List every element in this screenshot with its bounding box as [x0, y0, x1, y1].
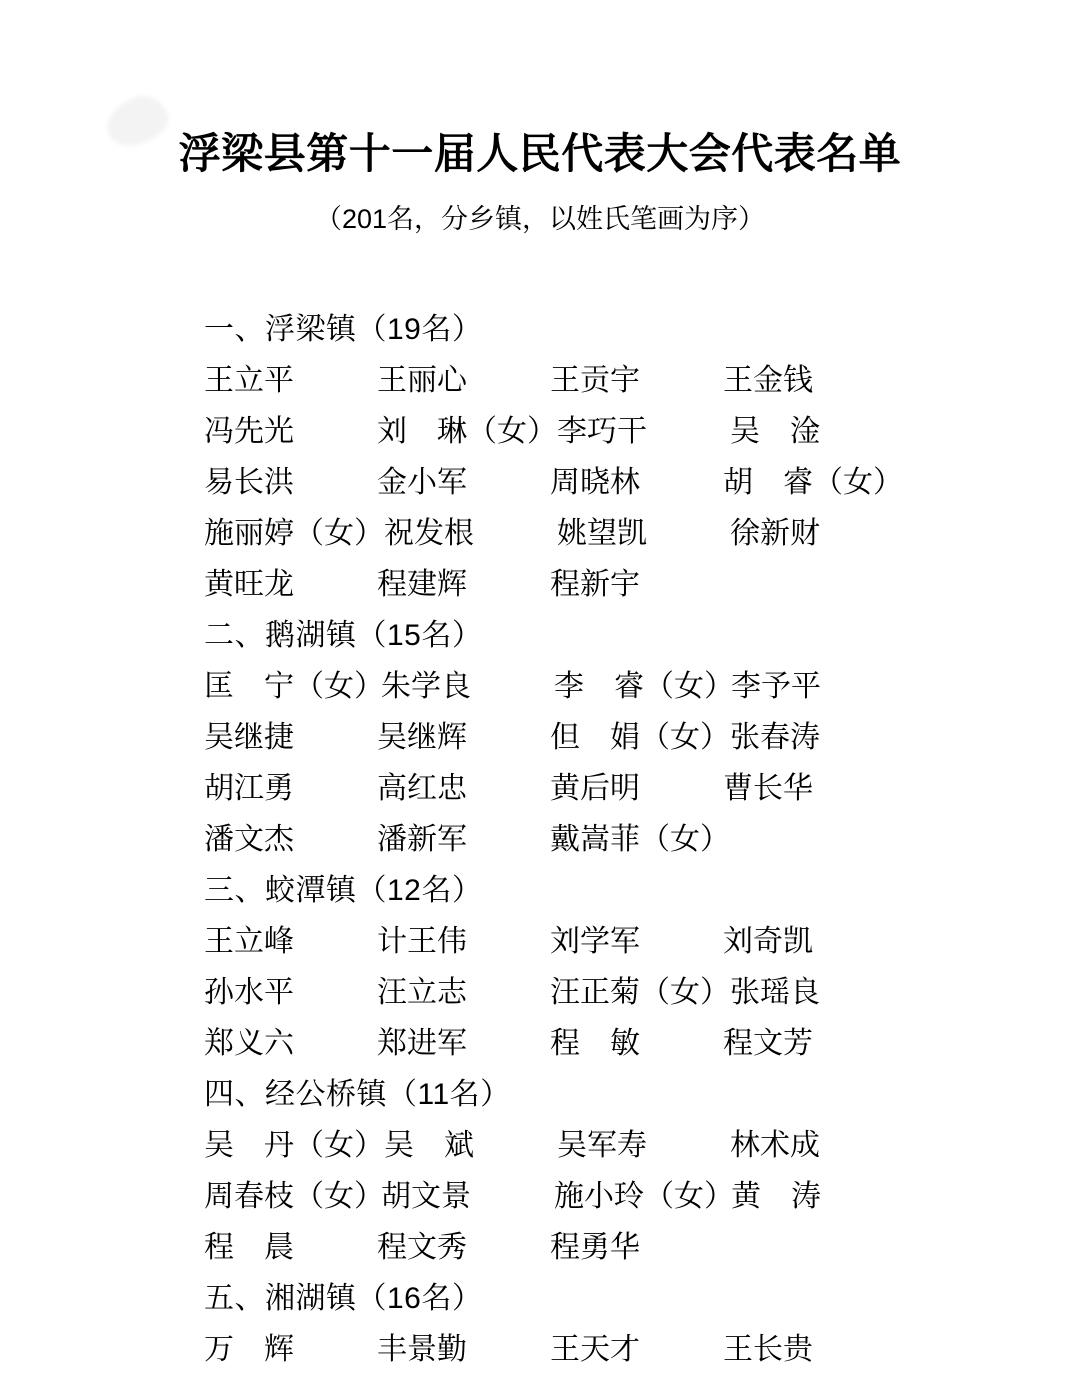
name-row: [204, 355, 904, 406]
representative-name: 吴继辉: [377, 721, 467, 754]
representative-name: 李予平: [731, 670, 821, 703]
representative-name: 程建辉: [377, 568, 467, 601]
representative-name: 胡江勇: [204, 772, 294, 805]
representative-name: 郑进军: [377, 1027, 467, 1060]
representative-name: 王立平: [204, 364, 294, 397]
representative-name: 匡 宁（女）: [204, 670, 384, 703]
name-row: [204, 1324, 904, 1375]
representative-name: 吴军寿: [557, 1129, 647, 1162]
representative-name: 黄 涛: [731, 1180, 821, 1213]
representative-name: 曹长华: [723, 772, 813, 805]
name-row: [204, 916, 904, 967]
representative-name: 潘新军: [377, 823, 467, 856]
name-row: [204, 1120, 904, 1171]
representative-name: 胡 睿（女）: [723, 466, 903, 499]
name-row: [204, 559, 904, 610]
representative-name: 黄后明: [550, 772, 640, 805]
representative-name: 吴 淦: [730, 415, 820, 448]
representative-name: 但 娟（女）: [550, 721, 730, 754]
representative-name: 祝发根: [384, 517, 474, 550]
representative-name: 程文芳: [723, 1027, 813, 1060]
representative-name: 张瑶良: [730, 976, 820, 1009]
section-heading: 三、蛟潭镇（12名）: [204, 874, 483, 907]
representative-name: 汪立志: [377, 976, 467, 1009]
representative-name: 吴 丹（女）: [204, 1129, 384, 1162]
representative-name: 吴继捷: [204, 721, 294, 754]
name-row: [204, 712, 904, 763]
name-row: [204, 814, 904, 865]
representative-name: 张春涛: [730, 721, 820, 754]
section-heading: 一、浮梁镇（19名）: [204, 313, 483, 346]
representative-name: 程新宇: [550, 568, 640, 601]
representative-name: 丰景勤: [377, 1333, 467, 1366]
page-subtitle: （201名，分乡镇，以姓氏笔画为序）: [314, 204, 766, 234]
representative-name: 徐新财: [730, 517, 820, 550]
representative-name: 程 晨: [204, 1231, 294, 1264]
representative-name: 刘 琳（女）: [377, 415, 557, 448]
representative-name: 姚望凯: [557, 517, 647, 550]
representative-name: 胡文景: [381, 1180, 471, 1213]
name-row: [204, 967, 904, 1018]
representative-name: 程文秀: [377, 1231, 467, 1264]
section-heading: 四、经公桥镇（11名）: [204, 1078, 511, 1111]
representative-name: 金小军: [377, 466, 467, 499]
representative-name: 周春枝（女）: [204, 1180, 384, 1213]
representative-name: 林术成: [730, 1129, 820, 1162]
representative-name: 刘学军: [550, 925, 640, 958]
name-row: [204, 661, 904, 712]
representative-name: 郑义六: [204, 1027, 294, 1060]
name-row: [204, 763, 904, 814]
representative-name: 王贡宇: [550, 364, 640, 397]
representative-name: 潘文杰: [204, 823, 294, 856]
name-row: [204, 1222, 904, 1273]
representative-name: 刘奇凯: [723, 925, 813, 958]
representative-name: 汪正菊（女）: [550, 976, 730, 1009]
representative-name: 施小玲（女）: [554, 1180, 734, 1213]
representative-name: 王天才: [550, 1333, 640, 1366]
representative-name: 李巧干: [557, 415, 647, 448]
representative-name: 戴嵩菲（女）: [550, 823, 730, 856]
representative-name: 施丽婷（女）: [204, 517, 384, 550]
section-heading: 五、湘湖镇（16名）: [204, 1282, 483, 1315]
representative-name: 王长贵: [723, 1333, 813, 1366]
representative-name: 程勇华: [550, 1231, 640, 1264]
representative-name: 吴 斌: [384, 1129, 474, 1162]
name-row: [204, 508, 904, 559]
name-row: [204, 457, 904, 508]
representative-name: 冯先光: [204, 415, 294, 448]
representative-name: 高红忠: [377, 772, 467, 805]
name-row: [204, 1171, 904, 1222]
representative-name: 王丽心: [377, 364, 467, 397]
representative-name: 孙水平: [204, 976, 294, 1009]
representative-name: 李 睿（女）: [554, 670, 734, 703]
representative-name: 计王伟: [377, 925, 467, 958]
representative-name: 周晓林: [550, 466, 640, 499]
representative-name: 黄旺龙: [204, 568, 294, 601]
representative-name: 王金钱: [723, 364, 813, 397]
representative-list: [204, 304, 904, 1375]
page-title: 浮梁县第十一届人民代表大会代表名单: [178, 130, 902, 177]
representative-name: 程 敏: [550, 1027, 640, 1060]
section-heading: 二、鹅湖镇（15名）: [204, 619, 483, 652]
representative-name: 易长洪: [204, 466, 294, 499]
representative-name: 王立峰: [204, 925, 294, 958]
representative-name: 万 辉: [204, 1333, 294, 1366]
name-row: [204, 406, 904, 457]
representative-name: 朱学良: [381, 670, 471, 703]
name-row: [204, 1018, 904, 1069]
